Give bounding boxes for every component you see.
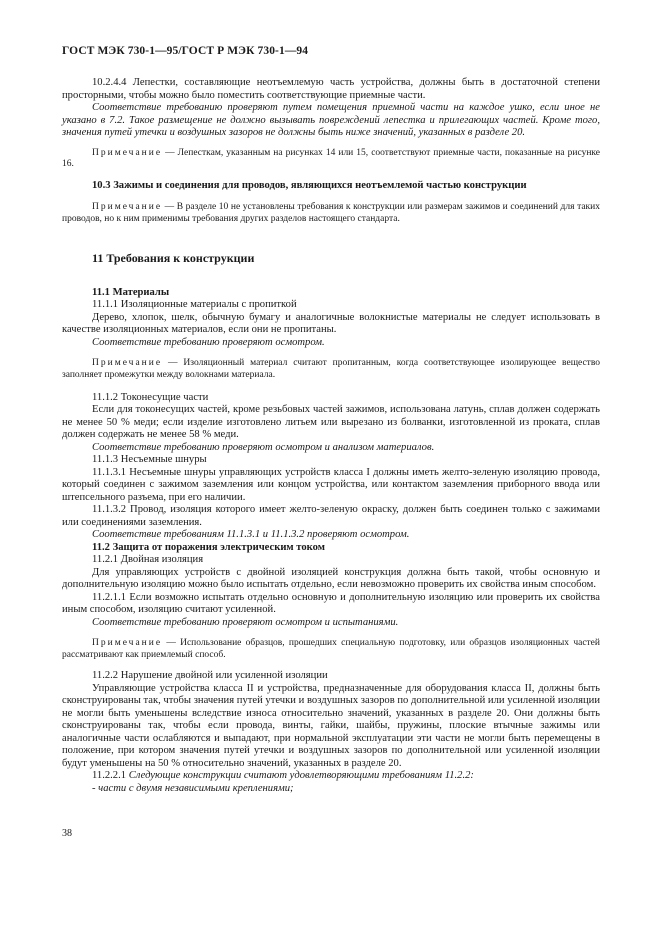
section-11-1-heading: 11.1 Материалы: [92, 286, 170, 298]
note-paragraph: [62, 358, 600, 381]
compliance-text: Соответствие требованиям 11.1.3.1 и 11.1.3.2 проверяют осмотром.: [92, 529, 410, 541]
note-label: Примечание: [92, 638, 163, 649]
note-text: — Использование образцов, прошедших специальную подготовку, или образцов изоляционных частей рассматривают как приемлемый способ.: [62, 638, 600, 660]
note-label: Примечание: [92, 147, 163, 158]
note-paragraph: [62, 202, 600, 225]
clause-italic-text: Следующие конструкции считают удовлетворяющими требованиям 11.2.2:: [128, 770, 474, 782]
paragraph: Для управляющих устройств с двойной изоляцией конструкция должна быть такой, чтобы основную и дополнительную изоляцию можно было испытать отдельно, если невозможно проверить их свойства иным способом.: [62, 566, 600, 591]
section-10-3-heading: 10.3 Зажимы и соединения для проводов, являющихся неотъемлемой частью конструкции: [92, 179, 527, 191]
compliance-text: Соответствие требованию проверяют осмотром и испытаниями.: [92, 616, 399, 628]
note-label: Примечание: [92, 202, 163, 213]
note-text: — Лепесткам, указанным на рисунках 14 или 15, соответствуют приемные части, показанные на рисунке 16.: [62, 147, 600, 170]
section-11-2-heading: 11.2 Защита от поражения электрическим током: [92, 541, 325, 553]
clause-title: 11.1.3 Несъемные шнуры: [92, 454, 207, 466]
compliance-text: Соответствие требованию проверяют путем помещения приемной части на каждое ушко, если иное не указано в 7.2. Такое размещение не должно вызывать повреждений лепестка и прилегающих частей. Кроме того, значения путей утечки и воздушных зазоров не должны быть ниже значений, указанных в разделе 20.: [62, 102, 600, 138]
paragraph: Управляющие устройства класса II и устройства, предназначенные для оборудования класса II, должны быть сконструированы так, чтобы значения путей утечки и воздушных зазоров по дополнительной или усиленной изоляции не могли быть уменьшены вследствие износа относительно значений, указанных в разделе 20. Они должны быть сконструированы так, чтобы если провода, винты, гайки, шайбы, пружины, плоские втычные зажимы или аналогичные части ослабляются и выпадают, при нормальной эксплуатации эти части не могли быть перемещены в положение, при котором значения путей утечки и воздушных зазоров по дополнительной или усиленной изоляции будут уменьшены на 50 % относительно значений, указанных в разделе 20.: [62, 682, 600, 769]
clause-title: 11.2.2 Нарушение двойной или усиленной изоляции: [92, 670, 328, 682]
page-content: [62, 77, 600, 795]
note-label: Примечание: [92, 358, 163, 369]
clause-title: 11.2.1 Двойная изоляция: [92, 554, 204, 566]
clause-number: 11.2.2.1: [92, 770, 129, 782]
note-text: — Изоляционный материал считают пропитанным, когда соответствующее изолирующее вещество заполняет промежутки между волокнами материала.: [62, 358, 600, 380]
section-11-heading: 11 Требования к конструкции: [92, 251, 255, 266]
compliance-text: Соответствие требованию проверяют осмотром и анализом материалов.: [92, 441, 435, 453]
paragraph: 11.2.1.1 Если возможно испытать отдельно основную и дополнительную изоляцию или проверить их свойства иным способом, изоляцию считают усиленной.: [62, 591, 600, 616]
paragraph-10-2-4-4: 10.2.4.4 Лепестки, составляющие неотъемлемую часть устройства, должны быть в достаточной степени просторными, чтобы можно было поместить соответствующие приемные части.: [62, 77, 600, 101]
list-item: - части с двумя независимыми креплениями;: [92, 782, 294, 794]
paragraph: Если для токонесущих частей, кроме резьбовых частей зажимов, использована латунь, сплав должен содержать не менее 50 % меди; если изделие изготовлено литьем или вырезано из болванки, изготовленной из проката, сплав должен содержать не менее 58 % меди.: [62, 404, 600, 441]
note-paragraph: [62, 148, 600, 171]
paragraph: Дерево, хлопок, шелк, обычную бумагу и аналогичные волокнистые материалы не следует использовать в качестве изоляционных материалов, если они не пропитаны.: [62, 311, 600, 336]
paragraph: [62, 770, 600, 783]
note-paragraph: [62, 638, 600, 661]
paragraph: 11.1.3.2 Провод, изоляция которого имеет желто-зеленую окраску, должен быть соединен только с зажимами или соединениями заземления.: [62, 504, 600, 528]
page-number: 38: [62, 828, 72, 839]
document-header: ГОСТ МЭК 730-1—95/ГОСТ Р МЭК 730-1—94: [62, 45, 309, 57]
clause-title: 11.1.2 Токонесущие части: [92, 391, 209, 403]
compliance-text: Соответствие требованию проверяют осмотром.: [92, 336, 325, 348]
clause-title: 11.1.1 Изоляционные материалы с пропиткой: [92, 299, 297, 311]
note-text: — В разделе 10 не установлены требования к конструкции или размерам зажимов и соединений для таких проводов, но к ним применимы требования других разделов настоящего стандарта.: [62, 202, 600, 224]
paragraph: 11.1.3.1 Несъемные шнуры управляющих устройств класса I должны иметь желто-зеленую изоляцию провода, который соединен с зажимом заземления или концом устройства, или контактом заземления приборного ввода или штепсельного разъема, при его наличии.: [62, 466, 600, 503]
